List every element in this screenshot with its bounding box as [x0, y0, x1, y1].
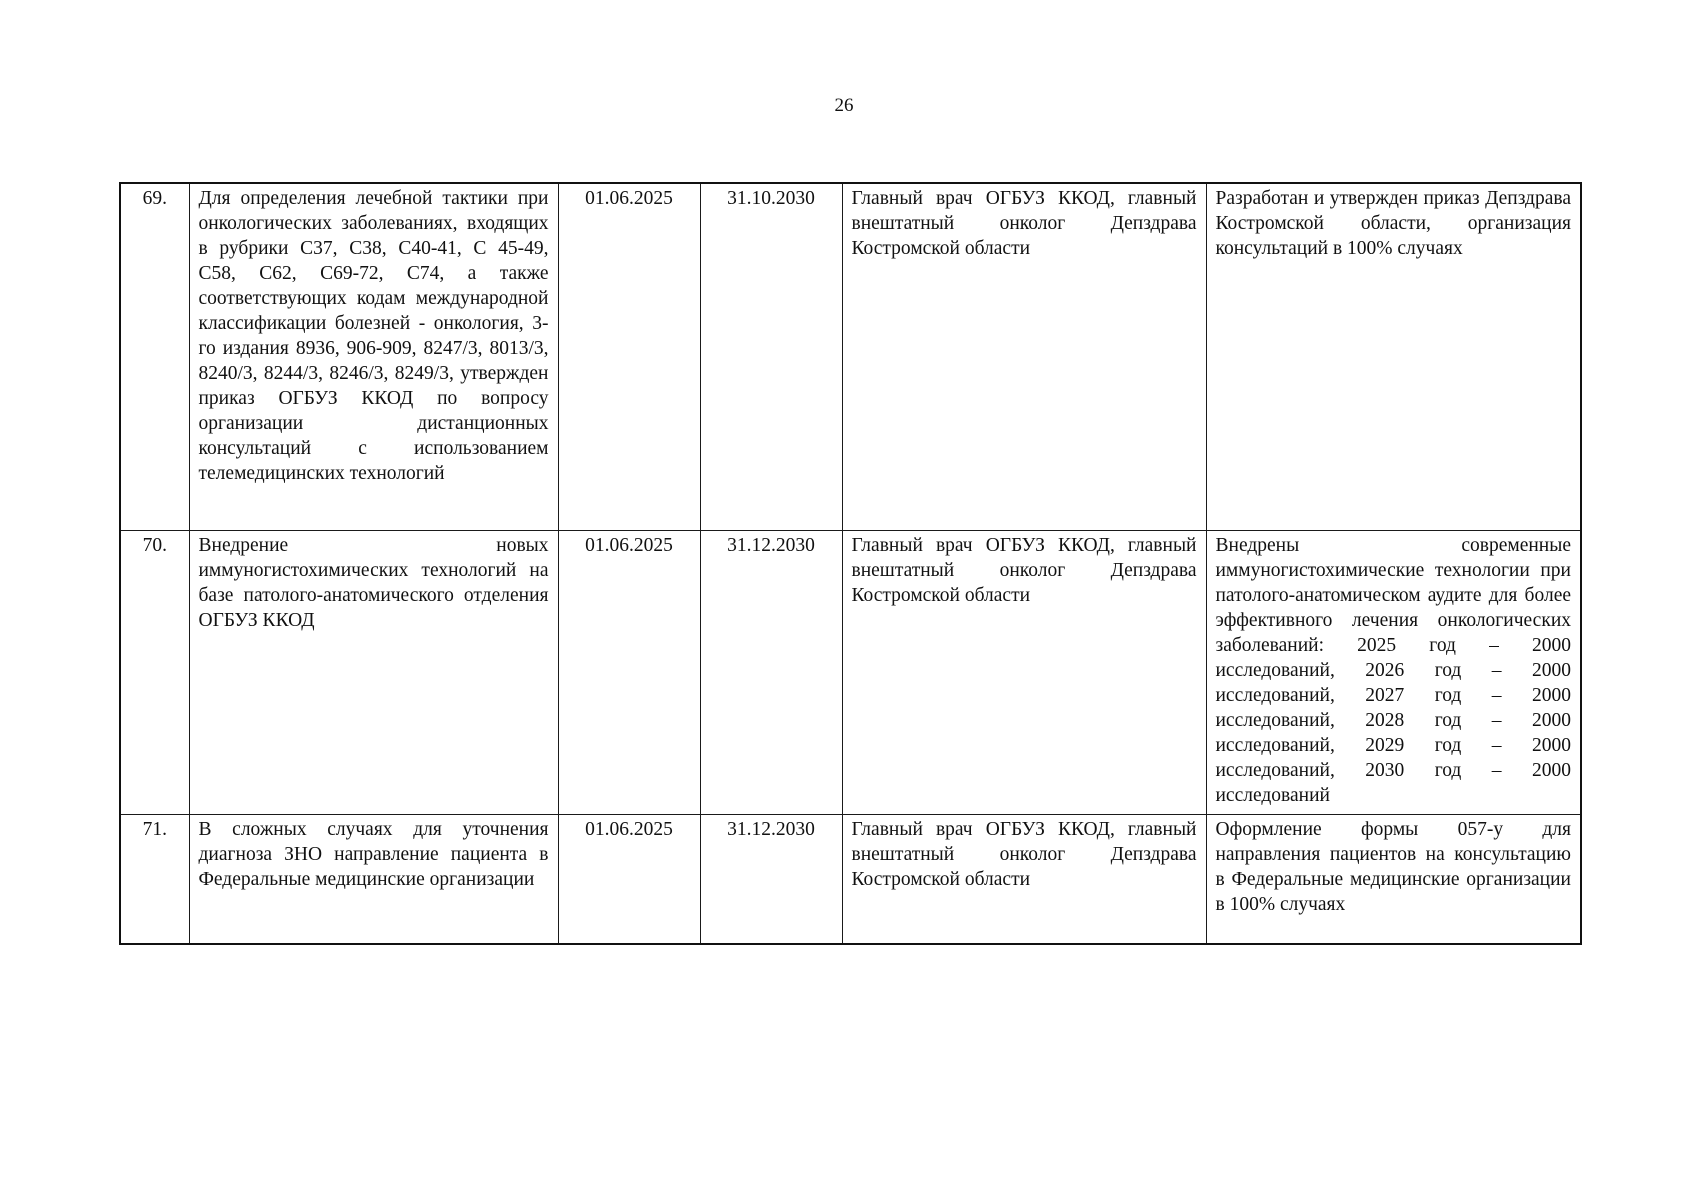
- end-date-cell: 31.12.2030: [700, 814, 842, 944]
- row-number: 69.: [120, 183, 189, 530]
- result-cell: Оформление формы 057-у для направления пациентов на консультацию в Федеральные медицинские организации в 100% случаях: [1206, 814, 1581, 944]
- result-cell: Разработан и утвержден приказ Депздрава Костромской области, организация консультаций в 100% случаях: [1206, 183, 1581, 530]
- action-plan-table: [119, 182, 1582, 945]
- end-date-cell: 31.12.2030: [700, 530, 842, 814]
- page-number: 26: [834, 95, 854, 116]
- activity-cell: Внедрение новых иммуногистохимических технологий на базе патолого-анатомического отделения ОГБУЗ ККОД: [189, 530, 558, 814]
- start-date-cell: 01.06.2025: [558, 530, 700, 814]
- responsible-cell: Главный врач ОГБУЗ ККОД, главный внештатный онколог Депздрава Костромской области: [842, 183, 1206, 530]
- responsible-cell: Главный врач ОГБУЗ ККОД, главный внештатный онколог Депздрава Костромской области: [842, 530, 1206, 814]
- table-row: [120, 814, 1581, 944]
- row-number: 71.: [120, 814, 189, 944]
- result-cell: Внедрены современные иммуногистохимические технологии при патолого-анатомическом аудите для более эффективного лечения онкологических заболеваний: 2025 год – 2000 исследований, 2026 год – 2000 исследований, 2027 год – 2000 исследований, 2028 год – 2000 исследований, 2029 год – 2000 исследований, 2030 год – 2000 исследований: [1206, 530, 1581, 814]
- end-date-cell: 31.10.2030: [700, 183, 842, 530]
- table-row: [120, 183, 1581, 530]
- activity-cell: Для определения лечебной тактики при онкологических заболеваниях, входящих в рубрики C37, C38, C40-41, C 45-49, C58, C62, C69-72, C74, а также соответствующих кодам международной классификации болезней - онкология, 3-го издания 8936, 906-909, 8247/3, 8013/3, 8240/3, 8244/3, 8246/3, 8249/3, утвержден приказ ОГБУЗ ККОД по вопросу организации дистанционных консультаций с использованием телемедицинских технологий: [189, 183, 558, 530]
- activity-cell: В сложных случаях для уточнения диагноза ЗНО направление пациента в Федеральные медицинские организации: [189, 814, 558, 944]
- start-date-cell: 01.06.2025: [558, 814, 700, 944]
- table-row: [120, 530, 1581, 814]
- responsible-cell: Главный врач ОГБУЗ ККОД, главный внештатный онколог Депздрава Костромской области: [842, 814, 1206, 944]
- start-date-cell: 01.06.2025: [558, 183, 700, 530]
- row-number: 70.: [120, 530, 189, 814]
